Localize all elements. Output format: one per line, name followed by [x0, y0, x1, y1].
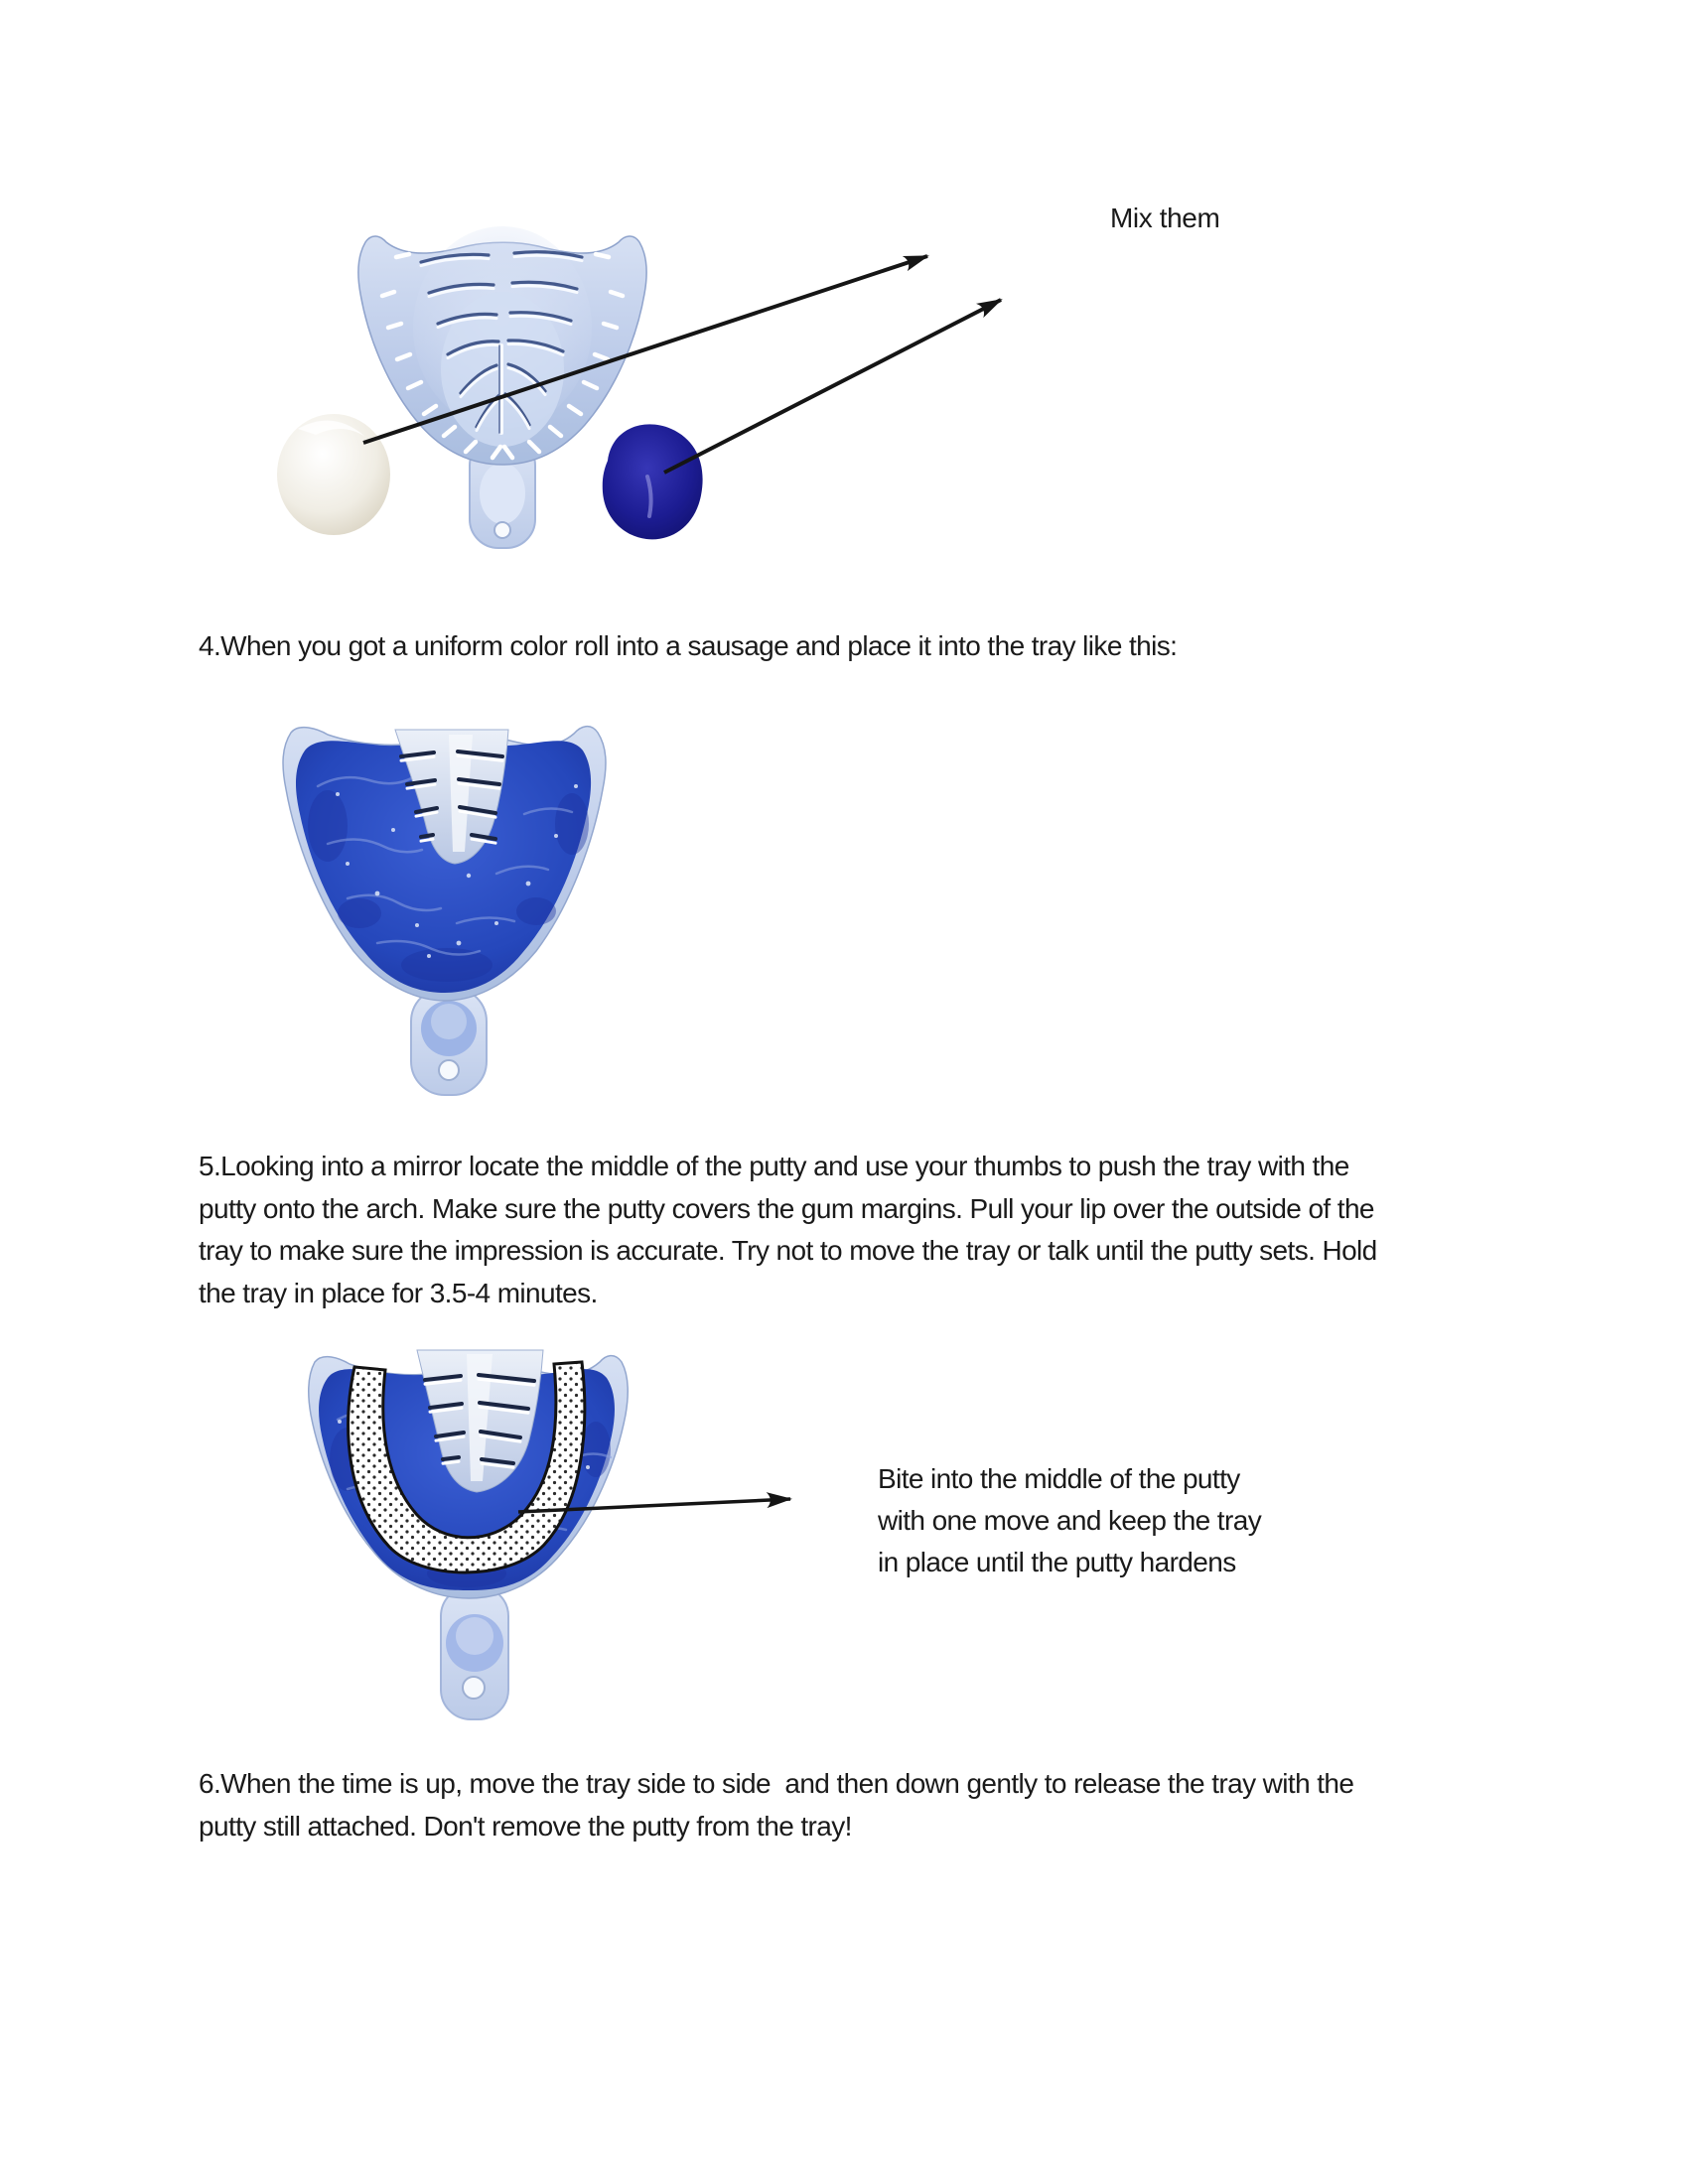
mix-them-caption: Mix them	[1110, 203, 1220, 233]
blue-putty-ball	[603, 424, 703, 539]
filled-tray-figure	[248, 695, 626, 1102]
bite-callout-line-2: with one move and keep the tray	[878, 1505, 1262, 1536]
bite-callout	[878, 1458, 1261, 1583]
bite-callout-line-3: in place until the putty hardens	[878, 1547, 1236, 1577]
filled-tray-handle	[411, 988, 487, 1095]
bite-tray-figure	[288, 1335, 814, 1727]
step-6-paragraph	[199, 1762, 1353, 1847]
step-5-line-2: putty onto the arch. Make sure the putty covers the gum margins. Pull your lip over the outside of the	[199, 1192, 1374, 1224]
step-5-line-4: the tray in place for 3.5-4 minutes.	[199, 1277, 598, 1308]
step-5-paragraph	[199, 1146, 1377, 1314]
step-6-line-2: putty still attached. Don't remove the putty from the tray!	[199, 1811, 852, 1842]
step-5-line-3: tray to make sure the impression is accurate. Try not to move the tray or talk until the putty sets. Hold	[199, 1235, 1377, 1266]
step-5-line-1: 5.Looking into a mirror locate the middle of the putty and use your thumbs to push the tray with the	[199, 1151, 1349, 1181]
step-4-paragraph	[199, 625, 1177, 668]
mix-putty-figure	[238, 179, 1043, 566]
bite-callout-line-1: Bite into the middle of the putty	[878, 1463, 1240, 1494]
step-4-line-1: 4.When you got a uniform color roll into a sausage and place it into the tray like this:	[199, 630, 1178, 661]
step-6-line-1: 6.When the time is up, move the tray side to side and then down gently to release the tray with the	[199, 1768, 1354, 1799]
white-putty-ball	[277, 414, 390, 535]
bite-tray-handle	[441, 1586, 508, 1719]
